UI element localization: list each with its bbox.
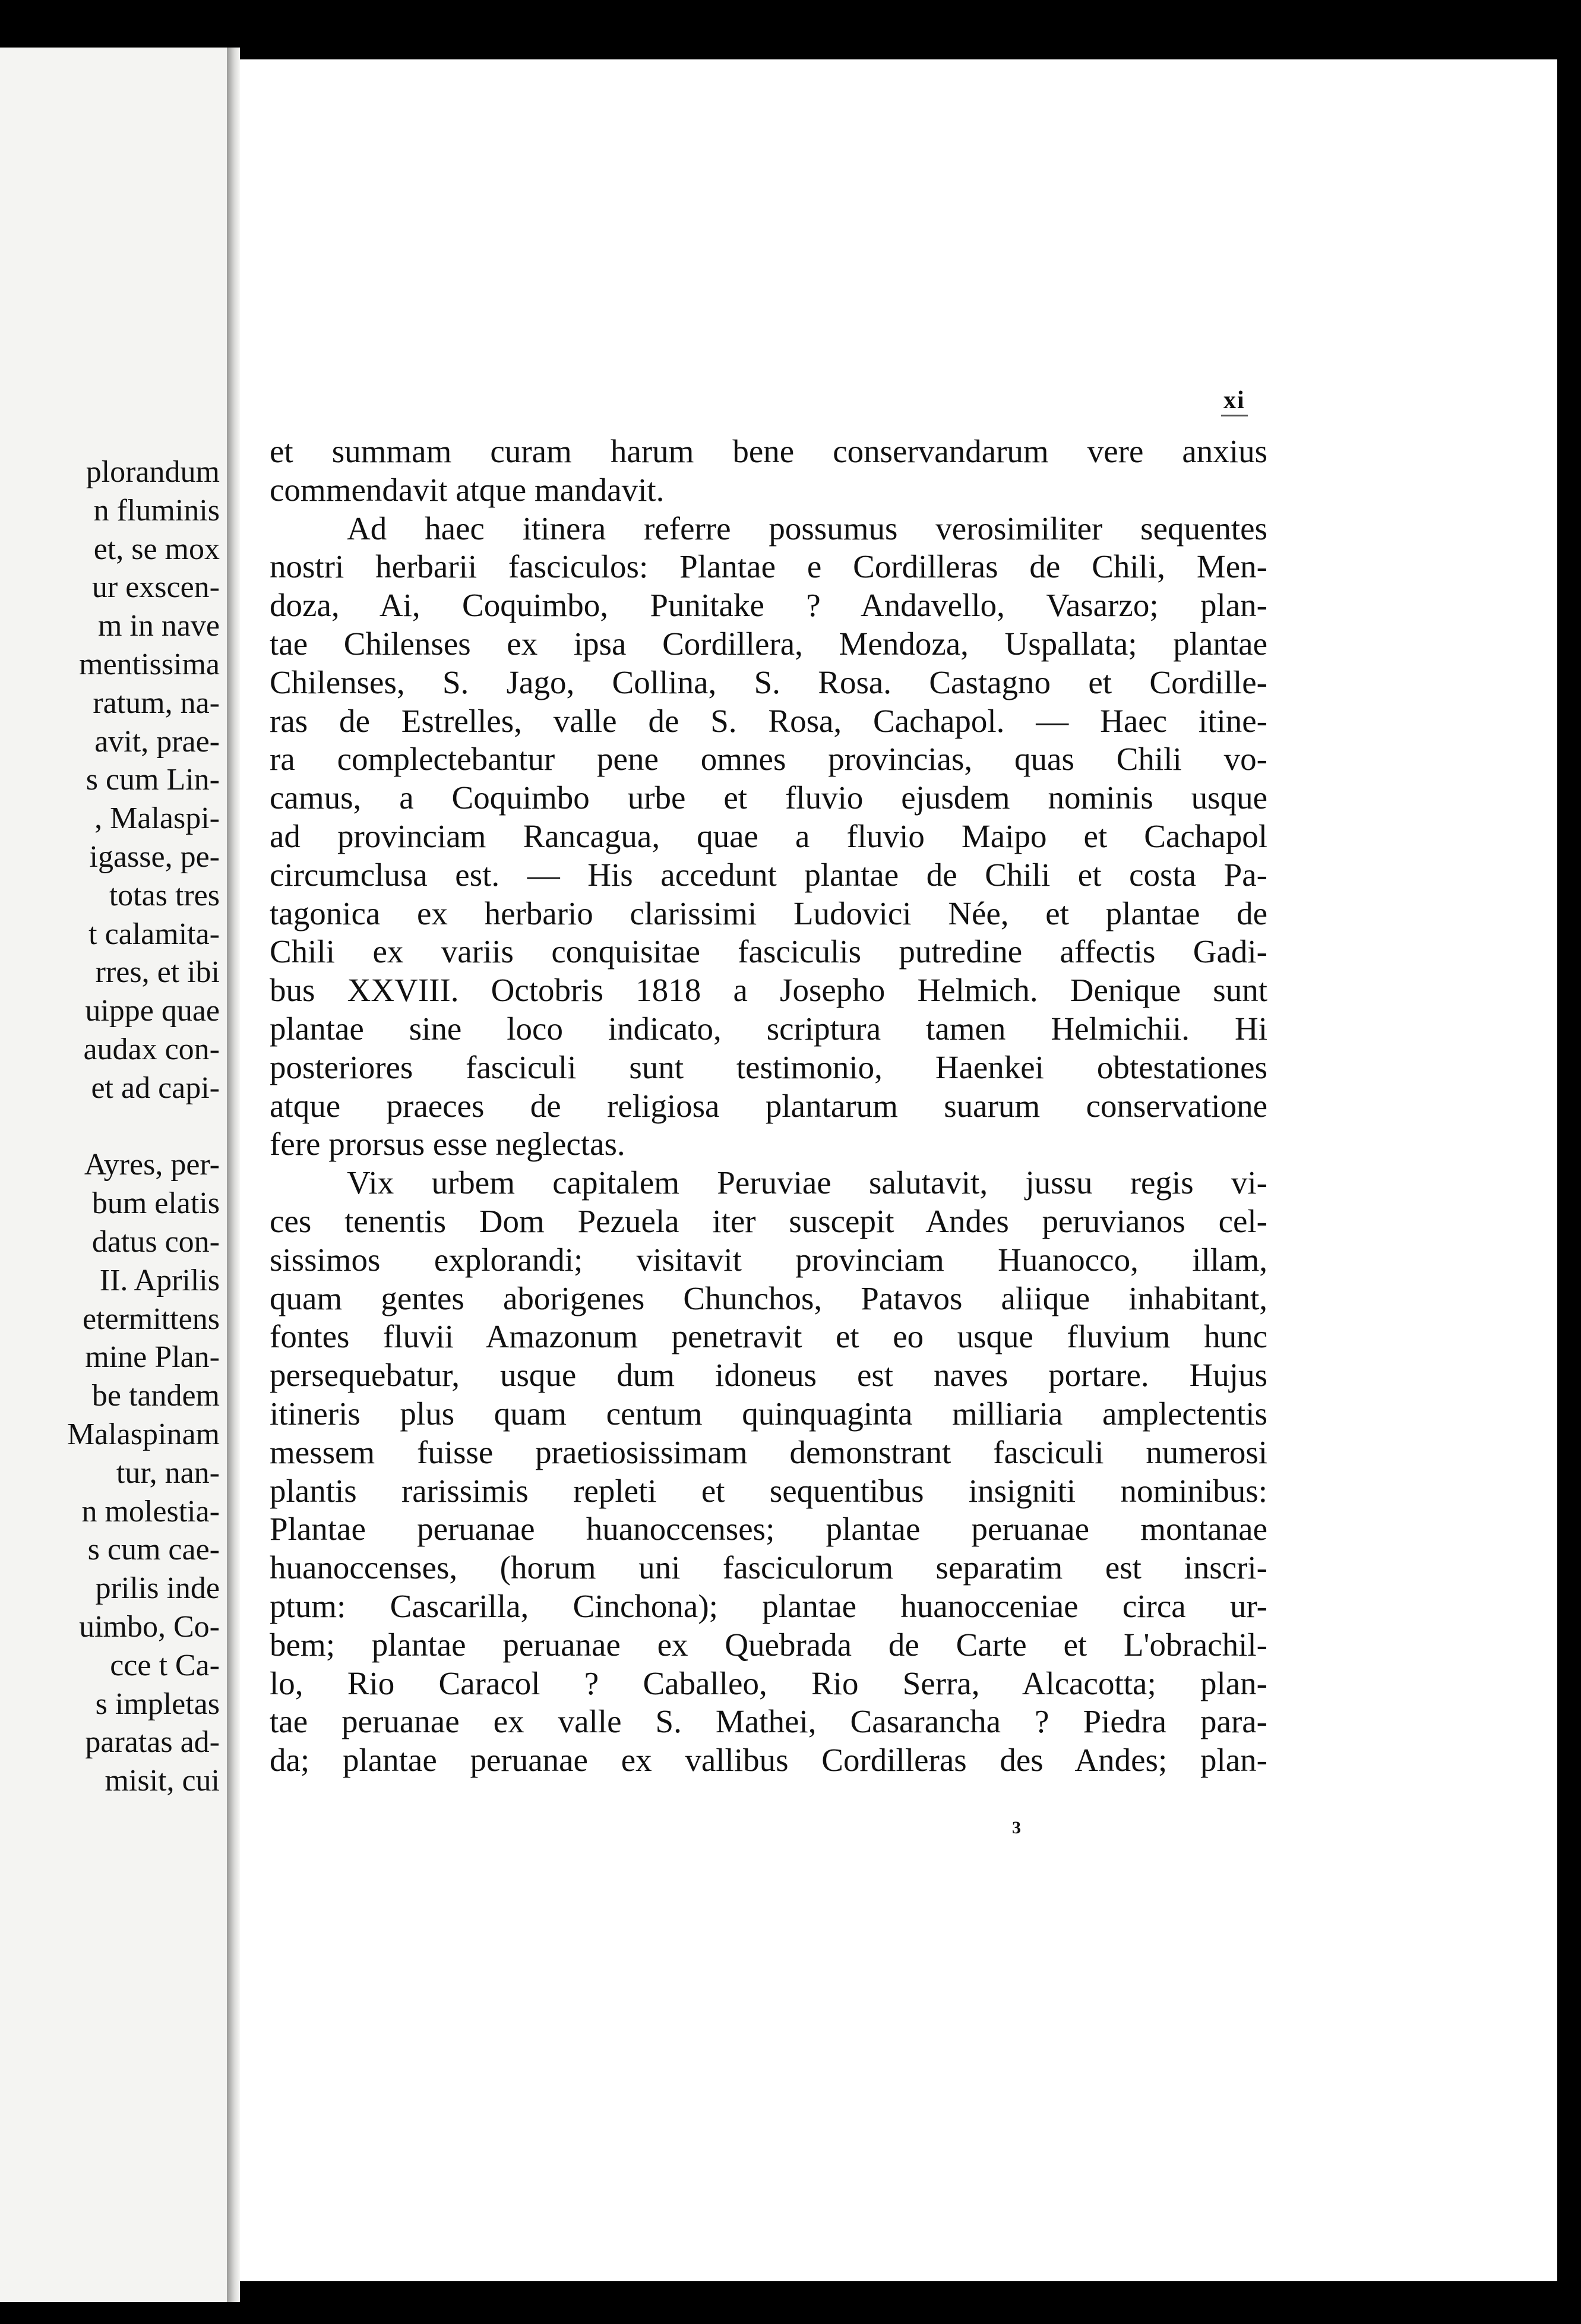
- body-text-line: fontes fluvii Amazonum penetravit et eo usque fluvium hunc: [270, 1318, 1267, 1355]
- left-page-fragment: [0, 48, 233, 2302]
- body-text-line: Plantae peruanae huanoccenses; plantae peruanae montanae: [270, 1511, 1267, 1548]
- left-text-line: uippe quae: [85, 994, 220, 1028]
- body-text-line: et summam curam harum bene conservandarum vere anxius: [270, 433, 1267, 469]
- body-text-line: tae peruanae ex valle S. Mathei, Casarancha ? Piedra para-: [270, 1703, 1267, 1740]
- left-text-line: avit, prae-: [94, 724, 220, 759]
- left-text-line: Ayres, per-: [84, 1148, 220, 1182]
- left-text-line: et ad capi-: [91, 1071, 220, 1105]
- book-gutter: [227, 48, 240, 2302]
- body-text-line: lo, Rio Caracol ? Caballeo, Rio Serra, Alcacotta; plan-: [270, 1665, 1267, 1701]
- body-text-line: ptum: Cascarilla, Cinchona); plantae huanocceniae circa ur-: [270, 1587, 1267, 1624]
- left-text-line: plorandum: [86, 455, 220, 489]
- left-text-line: , Malaspi-: [94, 801, 220, 836]
- body-text-line: plantae sine loco indicato, scriptura tamen Helmichii. Hi: [270, 1010, 1267, 1047]
- left-text-line: s cum cae-: [87, 1533, 220, 1567]
- body-text-line: ras de Estrelles, valle de S. Rosa, Cachapol. — Haec itine-: [270, 702, 1267, 739]
- body-text-line: fere prorsus esse neglectas.: [270, 1126, 625, 1163]
- left-text-line: n fluminis: [93, 493, 220, 528]
- body-text-line: Chili ex variis conquisitae fasciculis putredine affectis Gadi-: [270, 933, 1267, 970]
- body-text-line: bus XXVIII. Octobris 1818 a Josepho Helmich. Denique sunt: [270, 972, 1267, 1009]
- body-text-line: circumclusa est. — His accedunt plantae de Chili et costa Pa-: [270, 856, 1267, 893]
- left-text-line: be tandem: [91, 1379, 220, 1413]
- body-text-line: quam gentes aborigenes Chunchos, Patavos aliique inhabitant,: [270, 1280, 1267, 1316]
- body-text-line: ad provinciam Rancagua, quae a fluvio Maipo et Cachapol: [270, 817, 1267, 854]
- left-text-line: t calamita-: [88, 917, 220, 951]
- body-text-line: commendavit atque mandavit.: [270, 471, 665, 508]
- left-text-line: rres, et ibi: [95, 955, 220, 990]
- body-text-line: itineris plus quam centum quinquaginta milliaria amplectentis: [270, 1395, 1267, 1432]
- body-text-line: Vix urbem capitalem Peruviae salutavit, jussu regis vi-: [347, 1164, 1267, 1201]
- body-text-line: messem fuisse praetiosissimam demonstrant fasciculi numerosi: [270, 1433, 1267, 1470]
- body-text-line: posteriores fasciculi sunt testimonio, Haenkei obtestationes: [270, 1049, 1267, 1085]
- left-text-line: II. Aprilis: [99, 1263, 220, 1297]
- body-text-line: ces tenentis Dom Pezuela iter suscepit Andes peruvianos cel-: [270, 1202, 1267, 1239]
- body-text-line: tagonica ex herbario clarissimi Ludovici Née, et plantae de: [270, 895, 1267, 932]
- left-text-line: totas tres: [109, 878, 220, 912]
- body-text-line: atque praeces de religiosa plantarum suarum conservatione: [270, 1087, 1267, 1124]
- left-text-line: datus con-: [91, 1224, 220, 1259]
- left-text-line: paratas ad-: [85, 1725, 220, 1760]
- body-text-line: tae Chilenses ex ipsa Cordillera, Mendoza, Uspallata; plantae: [270, 625, 1267, 662]
- page-folio: xi: [1221, 386, 1248, 416]
- body-text-line: sissimos explorandi; visitavit provinciam Huanocco, illam,: [270, 1241, 1267, 1278]
- body-text-line: persequebatur, usque dum idoneus est naves portare. Hujus: [270, 1357, 1267, 1394]
- left-text-line: ur exscen-: [91, 570, 220, 605]
- left-text-line: audax con-: [83, 1032, 220, 1066]
- left-text-line: et, se mox: [93, 532, 220, 566]
- body-text-line: huanoccenses, (horum uni fasciculorum separatim est inscri-: [270, 1549, 1267, 1586]
- body-text-line: doza, Ai, Coquimbo, Punitake ? Andavello, Vasarzo; plan-: [270, 587, 1267, 624]
- left-text-line: etermittens: [82, 1302, 220, 1336]
- body-text-line: bem; plantae peruanae ex Quebrada de Carte et L'obrachil-: [270, 1626, 1267, 1663]
- body-text-line: da; plantae peruanae ex vallibus Cordilleras des Andes; plan-: [270, 1742, 1267, 1779]
- body-text-line: plantis rarissimis repleti et sequentibus insigniti nominibus:: [270, 1472, 1267, 1509]
- left-page-text: [0, 453, 220, 1801]
- body-text-line: ra complectebantur pene omnes provincias, quas Chili vo-: [270, 741, 1267, 778]
- right-page: [240, 59, 1557, 2281]
- left-text-line: igasse, pe-: [89, 839, 220, 874]
- left-text-line: mentissima: [79, 647, 220, 681]
- body-text-line: nostri herbarii fasciculos: Plantae e Cordilleras de Chili, Men-: [270, 548, 1267, 585]
- left-text-line: ratum, na-: [93, 686, 220, 720]
- left-text-line: cce t Ca-: [110, 1648, 220, 1682]
- body-text-line: Ad haec itinera referre possumus verosimiliter sequentes: [347, 510, 1267, 547]
- left-text-line: misit, cui: [105, 1764, 220, 1798]
- left-text-line: prilis inde: [95, 1571, 220, 1606]
- left-text-line: s cum Lin-: [86, 763, 220, 797]
- left-text-line: m in nave: [97, 609, 220, 643]
- signature-mark: 3: [1012, 1818, 1021, 1837]
- left-text-line: tur, nan-: [116, 1455, 220, 1490]
- left-text-line: bum elatis: [91, 1186, 220, 1221]
- left-text-line: n molestia-: [81, 1494, 220, 1529]
- left-text-line: s impletas: [95, 1687, 220, 1721]
- left-text-line: [0, 1108, 220, 1147]
- body-text: [270, 432, 1267, 1780]
- body-text-line: Chilenses, S. Jago, Collina, S. Rosa. Castagno et Cordille-: [270, 664, 1267, 700]
- body-text-line: camus, a Coquimbo urbe et fluvio ejusdem nominis usque: [270, 779, 1267, 816]
- left-text-line: uimbo, Co-: [79, 1609, 220, 1644]
- left-text-line: Malaspinam: [67, 1417, 220, 1451]
- left-text-line: mine Plan-: [85, 1340, 220, 1375]
